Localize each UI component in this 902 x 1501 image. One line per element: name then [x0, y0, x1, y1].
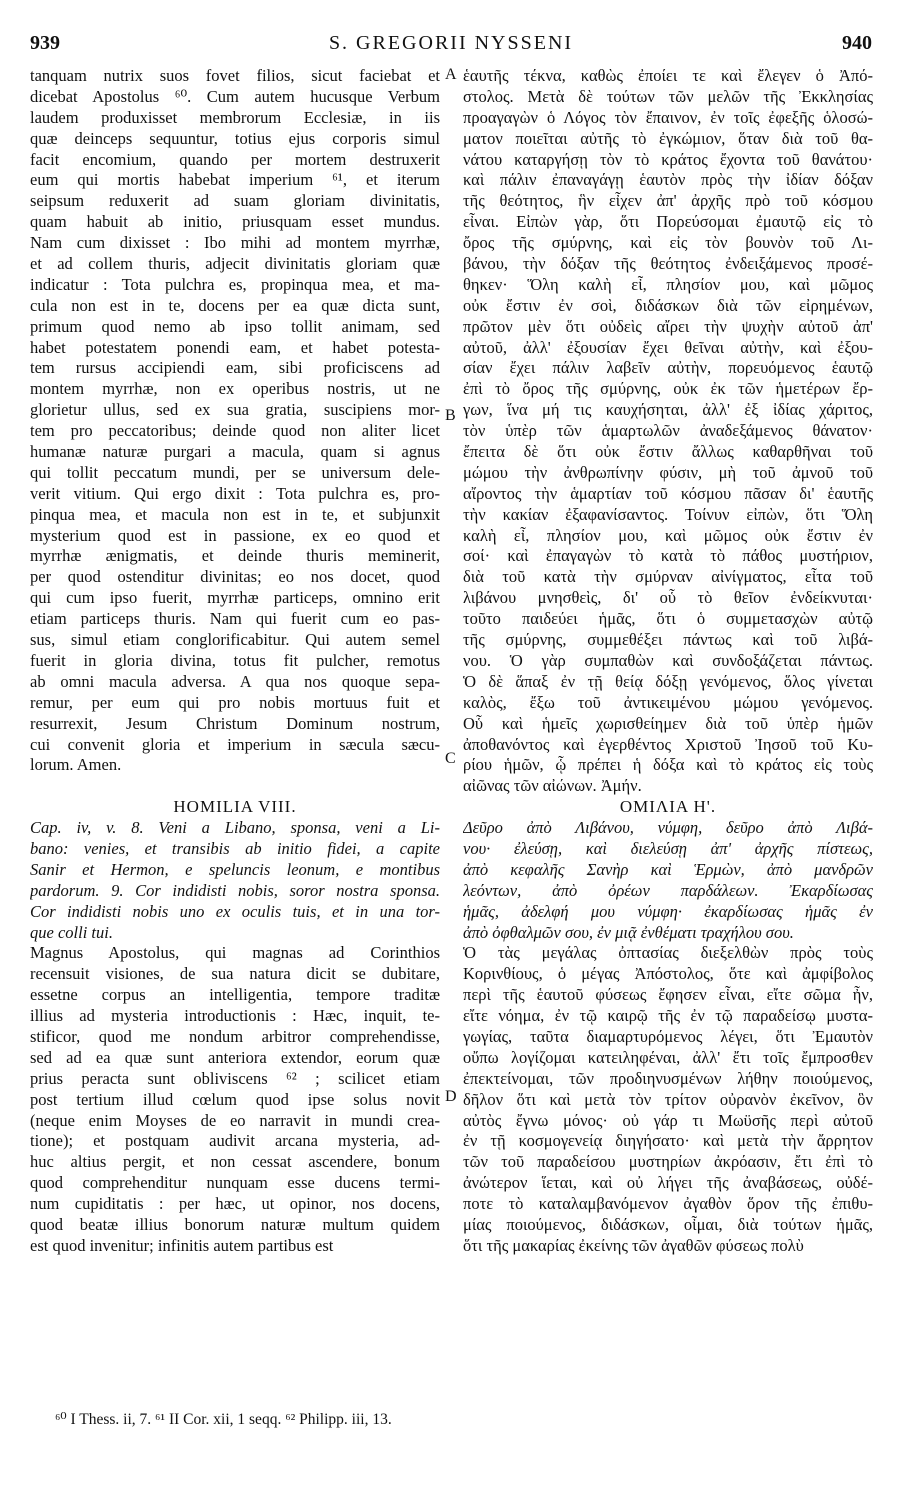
text-line: γωγίας, ταῦτα διαμαρτυρόμενος λέγει, ὅτι Ἐμαυτὸν: [463, 1026, 873, 1046]
margin-letter-c: C: [445, 750, 456, 767]
latin-paragraph-1: [30, 66, 440, 776]
text-line: σίαν ἔχει πάλιν λαβεῖν αὐτὴν, πορευόμενος ἑαυτῷ: [463, 358, 873, 378]
text-line: ὅτι τῆς μακαρίας ἐκείνης τῶν ἀγαθῶν φύσεως πολὺ: [463, 1235, 804, 1255]
text-line: αὐτὸς ἔγνω μόνος· οὐ γάρ τι Μωϋσῆς περὶ αὐτοῦ: [463, 1110, 873, 1130]
text-line: τῶν τοῦ παραδείσου μυστηρίων ἀκρόασιν, ἔτι ἐπὶ τὸ: [463, 1152, 873, 1172]
text-line: λιβάνου μνησθεὶς, δι' οὗ τὸ θεῖον ἐνδείκνυται·: [463, 588, 873, 608]
greek-scripture: [463, 818, 873, 943]
running-title: S. GREGORII NYSSENI: [328, 32, 574, 54]
text-line: ab omni macula adversa. A qua nos quoque sepa-: [30, 671, 440, 691]
text-line: montem myrrhæ, non ex operibus nostris, ut ne: [30, 379, 440, 399]
text-line: γων, ἵνα μή τις καυχήσηται, ἀλλ' ἐξ ἰδίας χάριτος,: [463, 400, 873, 420]
text-line: μίας ποιούμενος, διδάσκων, οἶμαι, διὰ τούτων ἡμᾶς,: [463, 1214, 873, 1234]
text-line: bano: venies, et transibis ab initio fidei, a capite: [30, 838, 440, 858]
text-line: διὰ τοῦ κατὰ τὴν σμύρναν αἰνίγματος, εἶτα τοῦ: [463, 567, 873, 587]
text-line: Cap. iv, v. 8. Veni a Libano, sponsa, veni a Li-: [30, 818, 440, 838]
text-line: pinqua mea, et macula non est in te, et subjunxit: [30, 504, 440, 524]
text-line: ἐπεκτείνομαι, τῶν προδιηνυσμένων λήθην ποιούμενος,: [463, 1068, 873, 1088]
text-line: τῆς θεότητος, ἣν εἶχεν ἀπ' ἀρχῆς πρὸ τοῦ κόσμου: [463, 191, 873, 211]
text-line: seipsum reduxerit ad suam gloriam divinitatis,: [30, 191, 440, 211]
text-line: dicebat Apostolus ⁶⁰. Cum autem hucusque Verbum: [30, 86, 440, 106]
text-line: περὶ τῆς ἑαυτοῦ φύσεως ἔφησεν εἶναι, εἴτε σῶμα ἦν,: [463, 985, 873, 1005]
text-line: τῆς σμύρνης, συμμεθέξει πάντως καὶ τοῦ λιβά-: [463, 630, 873, 650]
text-line: (neque enim Moyses de eo narravit in mundi crea-: [30, 1110, 440, 1130]
text-line: primum quod nemo ab ipso tollit animam, sed: [30, 316, 440, 336]
text-line: αἰῶνας τῶν αἰώνων. Ἀμήν.: [463, 776, 642, 796]
text-line: remur, per eum qui pro nobis mortuus fuit et: [30, 692, 440, 712]
text-line: etiam particeps thuris. Nam qui fuerit cum eo pas-: [30, 609, 440, 629]
text-line: Ὁ δὲ ἅπαξ ἐν τῇ θείᾳ δόξῃ γενόμενος, ὅλος γίνεται: [463, 671, 873, 691]
text-line: καλὴ εἶ, πλησίον μου, καὶ μῶμος οὐκ ἔστιν ἐν: [463, 525, 873, 545]
latin-scripture: [30, 818, 440, 943]
text-line: num cupiditatis : per hæc, ut opinor, nos docens,: [30, 1194, 440, 1214]
text-line: Sanir et Hermon, e speluncis leonum, e montibus: [30, 859, 440, 879]
margin-letter-b: B: [445, 407, 456, 424]
text-line: per quod ostenditur divinitas; eo nos docet, quod: [30, 567, 440, 587]
text-line: pardorum. 9. Cor indidisti nobis, soror nostra sponsa.: [30, 880, 440, 900]
text-line: qui cum ipso fuerit, myrrhæ particeps, omnino erit: [30, 588, 440, 608]
text-line: οὔπω λογίζομαι κατειληφέναι, ἀλλ' ἔτι τοῖς ἔμπροσθεν: [463, 1047, 873, 1067]
text-line: ρίου ἡμῶν, ᾧ πρέπει ἡ δόξα καὶ τὸ κράτος εἰς τοὺς: [463, 755, 873, 775]
text-line: humanæ naturæ purgari a macula, quam si agnus: [30, 442, 440, 462]
greek-homily-heading: ΟΜΙΛΙΑ Η'.: [619, 797, 717, 817]
text-line: Δεῦρο ἀπὸ Λιβάνου, νύμφη, δεῦρο ἀπὸ Λιβά-: [463, 818, 873, 838]
text-line: ἀποθανόντος καὶ ἐγερθέντος Χριστοῦ Ἰησοῦ τοῦ Κυ-: [463, 734, 873, 754]
text-line: προαγαγὼν ὁ Λόγος τὸν ἔπαινον, ἐν τοῖς ἐφεξῆς ὁλοσώ-: [463, 107, 873, 127]
text-line: recensuit visiones, de sua natura dicit se dubitare,: [30, 964, 440, 984]
text-line: νου· ἐλεύσῃ, καὶ διελεύσῃ ἀπ' ἀρχῆς πίστεως,: [463, 838, 873, 858]
text-line: ἔπειτα δὲ ὅτι οὐκ ἔστιν ἄλλως καθαρθῆναι τοῦ: [463, 442, 873, 462]
text-line: καλὸς, ἔξω τοῦ ἀντικειμένου μώμου γενόμενος.: [463, 692, 873, 712]
text-line: τὸν ὑπὲρ τῶν ἁμαρτωλῶν ἀναδεξάμενος θάνατον·: [463, 421, 873, 441]
text-line: ἀνώτερον ἵεται, καὶ οὐ λήγει τῆς ἀναβάσεως, οὐδέ-: [463, 1173, 873, 1193]
text-line: quæ deinceps sequuntur, totius ejus corporis simul: [30, 128, 440, 148]
text-line: sus, simul etiam conglorificabitur. Qui autem semel: [30, 630, 440, 650]
text-line: tione); et postquam audivit arcana mysteria, ad-: [30, 1131, 440, 1151]
text-line: cui convenit gloria et imperium in sæcula sæcu-: [30, 734, 440, 754]
text-line: est quod invenitur; infinitis autem partibus est: [30, 1235, 334, 1255]
page-number-right: 940: [842, 32, 872, 54]
text-line: Cor indidisti nobis uno ex oculis tuis, et in una tor-: [30, 901, 440, 921]
greek-paragraph-1: [463, 66, 873, 797]
text-line: τοῦτο παιδεύει ἡμᾶς, ὅτι ὁ συμμετασχὼν αὐτῷ: [463, 609, 873, 629]
text-line: πρῶτον μὲν ὅτι οὐδεὶς αἴρει τὴν ψυχὴν αὐτοῦ ἀπ': [463, 316, 873, 336]
text-line: verit vitium. Qui ergo dixit : Tota pulchra es, pro-: [30, 483, 440, 503]
latin-paragraph-2: [30, 943, 440, 1256]
text-line: mysterium quod est in passione, ex eo quod et: [30, 525, 440, 545]
text-line: σοί· καὶ ἐπαγαγὼν τὸ κατὰ τὸ πάθος μυστήριον,: [463, 546, 873, 566]
text-line: Οὗ καὶ ἡμεῖς χωρισθείημεν διὰ τοῦ ὑπὲρ ἡμῶν: [463, 713, 873, 733]
text-line: tem rursus accipiendi eam, sibi proficiscens ad: [30, 358, 440, 378]
text-line: quod beatæ illius bonorum naturæ multum quidem: [30, 1214, 440, 1234]
text-line: νου. Ὁ γὰρ συμπαθὼν καὶ συνδοξάζεται πάντως.: [463, 650, 873, 670]
text-line: illius ad mysteria introductionis : Hæc, inquit, te-: [30, 1006, 440, 1026]
page-number-left: 939: [30, 32, 60, 54]
margin-letter-d: D: [445, 1088, 457, 1105]
text-line: myrrhæ ænigmatis, et deinde thuris meminerit,: [30, 546, 440, 566]
text-line: λεόντων, ἀπὸ ὀρέων παρδάλεων. Ἐκαρδίωσας: [463, 880, 873, 900]
margin-letter-a: A: [445, 66, 457, 83]
text-line: ἐπὶ τὸ ὄρος τῆς σμύρνης, οὐκ ἐκ τῶν ἡμετέρων ἔρ-: [463, 379, 873, 399]
greek-paragraph-2: [463, 943, 873, 1256]
text-line: Ὁ τὰς μεγάλας ὀπτασίας διεξελθὼν πρὸς τοὺς: [463, 943, 873, 963]
latin-homily-heading: HOMILIA VIII.: [173, 797, 297, 817]
text-line: αὐτοῦ, ἀλλ' ἐξουσίαν ἔχει θεῖναι αὐτὴν, καὶ ἐξου-: [463, 337, 873, 357]
text-line: βάνου, τὴν δόξαν τῆς θεότητος ἐνδειξάμενος προσέ-: [463, 254, 873, 274]
text-line: ποτε τὸ καταλαμβανόμενον ἀγαθὸν ὅρον τῆς ἐπιθυ-: [463, 1194, 873, 1214]
text-line: sed ad ea quæ sunt anteriora extendor, eorum quæ: [30, 1047, 440, 1067]
footnotes: ⁶⁰ I Thess. ii, 7. ⁶¹ II Cor. xii, 1 seqq. ⁶² Philipp. iii, 13.: [55, 1411, 392, 1428]
text-line: Κορινθίους, ὁ μέγας Ἀπόστολος, ὅτε καὶ ἀμφίβολος: [463, 964, 873, 984]
text-line: εἶναι. Εἰπὼν γὰρ, ὅτι Πορεύσομαι ἐμαυτῷ εἰς τὸ: [463, 212, 873, 232]
page-header: [30, 32, 872, 62]
text-line: δῆλον ὅτι καὶ μετὰ τὸν τρίτον οὐρανὸν ἐκεῖνον, ὃν: [463, 1089, 873, 1109]
text-line: στολος. Μετὰ δὲ τούτων τῶν μελῶν τῆς Ἐκκλησίας: [463, 86, 873, 106]
text-line: indicatur : Tota pulchra es, propinqua mea, et ma-: [30, 274, 440, 294]
text-line: ἐν τῇ κοσμογενείᾳ διηγήσατο· καὶ μετὰ τὴν ἄρρητον: [463, 1131, 873, 1151]
text-line: cula non est in te, docens per ea quæ dicta sunt,: [30, 295, 440, 315]
text-line: ἀπὸ ὀφθαλμῶν σου, ἐν μιᾷ ἐνθέματι τραχήλου σου.: [463, 922, 794, 942]
text-line: facit encomium, quando per mortem destruxerit: [30, 149, 440, 169]
text-line: Nam cum dixisset : Ibo mihi ad montem myrrhæ,: [30, 233, 440, 253]
text-line: essetne corpus an intelligentia, tempore traditæ: [30, 985, 440, 1005]
text-line: eum qui mortis habebat imperium ⁶¹, et iterum: [30, 170, 440, 190]
text-line: Magnus Apostolus, qui magnas ad Corinthios: [30, 943, 440, 963]
text-line: τὴν κακίαν ἐξαφανίσαντος. Τοίνυν εἰπὼν, ὅτι Ὅλη: [463, 504, 873, 524]
text-line: quam habuit ab initio, priusquam esset mundus.: [30, 212, 440, 232]
text-line: que colli tui.: [30, 922, 113, 942]
text-line: νάτου καταργήσῃ τὸν τὸ κράτος ἔχοντα τοῦ θανάτου·: [463, 149, 873, 169]
text-line: καὶ πάλιν ἐπαναγάγῃ ἑαυτὸν πρὸς τὴν ἰδίαν δόξαν: [463, 170, 873, 190]
text-line: qui tollit peccatum mundi, per se universum dele-: [30, 462, 440, 482]
text-line: θηκεν· Ὅλη καλὴ εἶ, πλησίον μου, καὶ μῶμος: [463, 274, 873, 294]
text-line: ἀπὸ κεφαλῆς Σανὴρ καὶ Ἑρμὼν, ἀπὸ μανδρῶν: [463, 859, 873, 879]
text-line: tem pro peccatoribus; deinde quod non aliter licet: [30, 421, 440, 441]
text-line: tanquam nutrix suos fovet filios, sicut faciebat et: [30, 66, 440, 85]
latin-column: [30, 66, 440, 1257]
text-line: prius peracta sunt obliviscens ⁶² ; scilicet etiam: [30, 1068, 440, 1088]
text-line: laudem produxisset membrorum Ecclesiæ, in iis: [30, 107, 440, 127]
text-line: lorum. Amen.: [30, 755, 122, 775]
text-line: ὄρος τῆς σμύρνης, καὶ εἰς τὸν βουνὸν τοῦ Λι-: [463, 233, 873, 253]
greek-column: [463, 66, 873, 1257]
text-line: et ad collem thuris, adjecit divinitatis gloriam quæ: [30, 254, 440, 274]
text-line: resurrexit, Jesum Christum Dominum nostrum,: [30, 713, 440, 733]
text-line: εἴτε νόημα, ἐν τῷ καιρῷ τῆς ἐν τῷ παραδείσῳ μυστα-: [463, 1006, 873, 1026]
text-line: αἴροντος τὴν ἁμαρτίαν τοῦ κόσμου πᾶσαν δι' ἑαυτῆς: [463, 483, 873, 503]
text-line: stificor, quod me nondum arbitror comprehendisse,: [30, 1026, 440, 1046]
text-line: ματον ποιεῖται αὐτῆς τὸ ἐγκώμιον, ὅταν διὰ τοῦ θα-: [463, 128, 873, 148]
text-line: huc altius pergit, et non cessat ascendere, bonum: [30, 1152, 440, 1172]
text-line: quod comprehenditur nunquam esse ducens termi-: [30, 1173, 440, 1193]
text-line: ἑαυτῆς τέκνα, καθὼς ἐποίει τε καὶ ἔλεγεν ὁ Ἀπό-: [463, 66, 873, 85]
text-line: ἡμᾶς, ἀδελφή μου νύμφη· ἐκαρδίωσας ἡμᾶς ἐν: [463, 901, 873, 921]
text-line: οὐκ ἔστιν ἐν σοὶ, διδάσκων διὰ τῶν εἰρημένων,: [463, 295, 873, 315]
text-line: μώμου τὴν ἀνθρωπίνην φύσιν, μὴ τοῦ ἀμνοῦ τοῦ: [463, 462, 873, 482]
text-line: post tertium illud cœlum quod ipse solus novit: [30, 1089, 440, 1109]
text-line: fuerit in gloria divina, totus fit pulcher, remotus: [30, 650, 440, 670]
text-line: habet potestatem ponendi eam, et habet potesta-: [30, 337, 440, 357]
text-line: glorietur ullus, sed ex sua gratia, suscipiens mor-: [30, 400, 440, 420]
